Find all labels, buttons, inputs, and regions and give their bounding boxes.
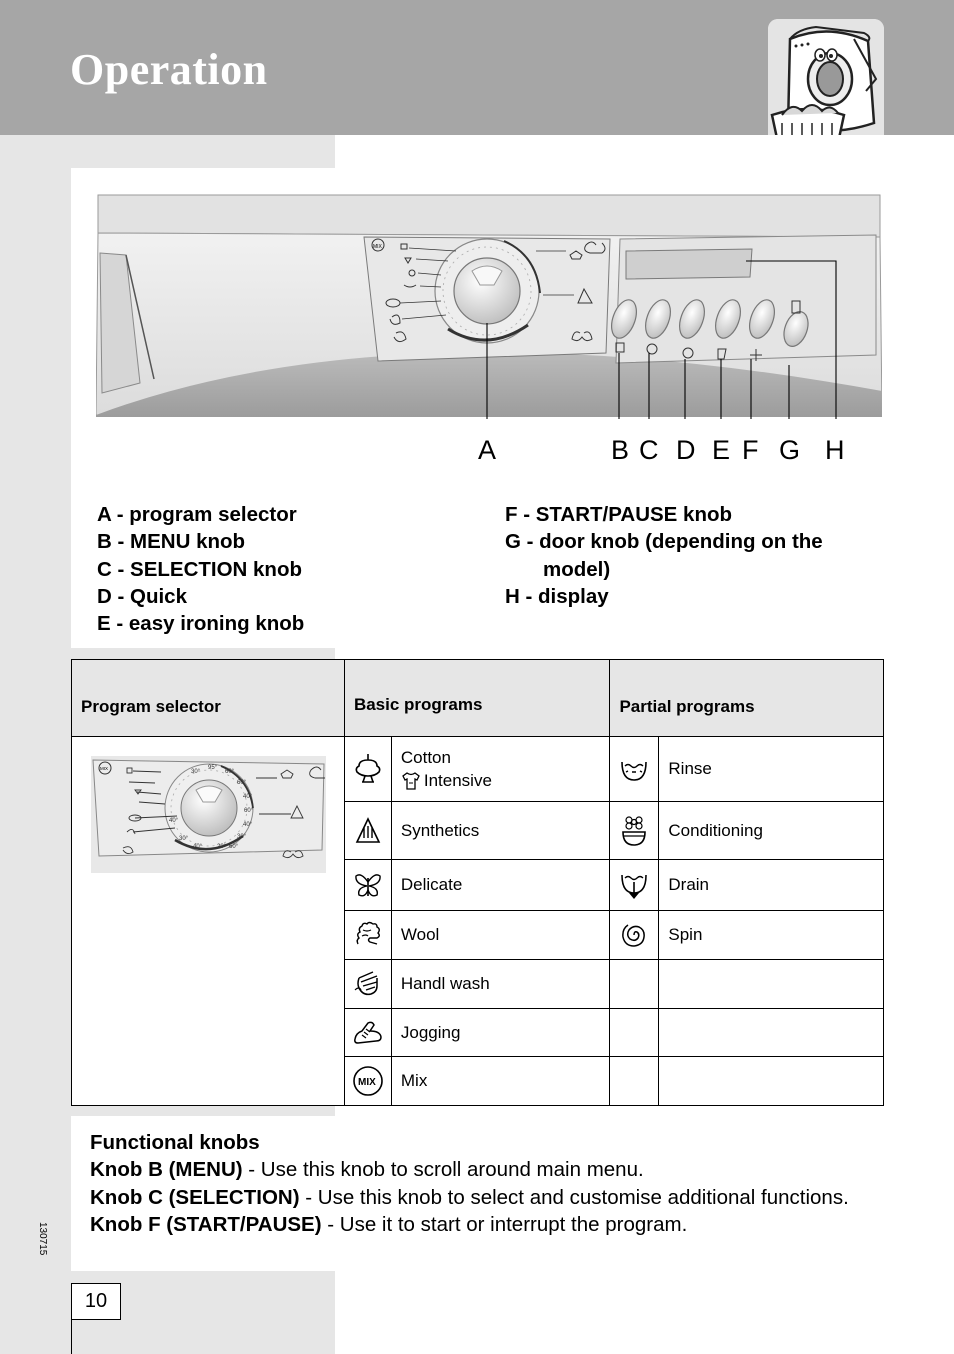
svg-text:MIX: MIX: [373, 244, 382, 250]
mix-icon: [344, 1057, 391, 1106]
dial-temp: 40°: [243, 794, 253, 800]
basic-program-label: Wool: [391, 911, 610, 960]
synthetics-icon: [344, 802, 391, 860]
callout-g: G: [779, 435, 801, 465]
legend-item: H - display: [505, 584, 609, 608]
basic-program-label: Cotton: [400, 747, 451, 767]
basic-program-label: Synthetics: [391, 802, 610, 860]
callout-c: C: [639, 435, 659, 465]
callout-a: A: [478, 435, 497, 465]
page-title: Operation: [70, 45, 268, 94]
dial-temp: 40°: [169, 818, 179, 824]
hand-wash-icon: [344, 960, 391, 1009]
legend-right: [505, 501, 823, 610]
legend-item: B - MENU knob: [97, 530, 246, 554]
white-fill: [335, 135, 954, 168]
partial-program-label: [659, 960, 884, 1009]
dial-temp: 60°: [229, 844, 239, 850]
document-code: 130715: [37, 1222, 48, 1256]
legend-item: D - Quick: [97, 584, 187, 608]
partial-program-label: Spin: [659, 911, 884, 960]
dial-temp: 95°: [208, 765, 218, 771]
intensive-sublabel: [401, 771, 610, 791]
dial-temp: 30°: [179, 836, 189, 842]
callout-h: H: [825, 435, 845, 465]
knob-c-description: Knob C (SELECTION) - Use this knob to select and customise additional functions.: [90, 1185, 849, 1209]
mix-icon-text: MIX: [357, 1077, 376, 1088]
legend-item: model): [543, 557, 611, 581]
empty-icon-cell: [610, 1009, 659, 1057]
dial-temp: 60°: [225, 769, 235, 775]
basic-program-label: Mix: [391, 1057, 610, 1106]
control-panel-illustration: [96, 193, 882, 419]
shirt-icon: [401, 771, 421, 791]
delicate-icon: [344, 860, 391, 911]
cotton-icon: [344, 737, 391, 802]
dial-temp: 30°: [237, 834, 247, 840]
dial-temp: 20°: [217, 844, 227, 850]
legend-item: G - door knob (depending on the: [505, 530, 823, 554]
basic-program-label: Handl wash: [391, 960, 610, 1009]
knob-b-description: Knob B (MENU) - Use this knob to scroll around main menu.: [90, 1158, 644, 1182]
partial-program-label: [659, 1057, 884, 1106]
partial-program-label: Drain: [659, 860, 884, 911]
functional-knobs-heading: Functional knobs: [90, 1131, 260, 1154]
callout-e: E: [712, 435, 731, 465]
header-basic-programs: Basic programs: [344, 660, 610, 737]
wool-icon: [344, 911, 391, 960]
empty-icon-cell: [610, 960, 659, 1009]
intensive-label: Intensive: [423, 770, 492, 790]
rinse-icon: [610, 737, 659, 802]
partial-program-label: Conditioning: [659, 802, 884, 860]
partial-program-label: Rinse: [659, 737, 884, 802]
conditioning-icon: [610, 802, 659, 860]
program-selector-dial-image: [91, 756, 326, 873]
basic-program-label: Jogging: [391, 1009, 610, 1057]
legend-item: F - START/PAUSE knob: [505, 503, 733, 526]
partial-program-label: [659, 1009, 884, 1057]
dial-temp: 30°: [191, 769, 201, 775]
legend-item: C - SELECTION knob: [97, 557, 302, 581]
washing-machine-mascot-icon: [768, 19, 884, 149]
dial-temp: 60°: [244, 808, 254, 814]
empty-icon-cell: [610, 1057, 659, 1106]
knob-f-description: Knob F (START/PAUSE) - Use it to start or interrupt the program.: [90, 1212, 688, 1236]
spin-icon: [610, 911, 659, 960]
legend-item: E - easy ironing knob: [97, 612, 305, 636]
legend-item: A - program selector: [97, 503, 297, 526]
legend-left: [97, 501, 304, 637]
header-partial-programs: Partial programs: [610, 660, 884, 737]
table-row: [72, 737, 884, 802]
dial-temp: 40°: [193, 844, 203, 850]
page-number-rule: [71, 1320, 72, 1354]
callout-b: B: [611, 435, 630, 465]
mix-badge-text: MIX: [100, 766, 109, 771]
table-header-row: [72, 660, 884, 737]
jogging-icon: [344, 1009, 391, 1057]
basic-program-cell: [391, 737, 610, 802]
program-table: [71, 659, 884, 1106]
dial-temp: 60°: [237, 780, 247, 786]
white-fill: [335, 648, 954, 659]
dial-temp: 40°: [243, 822, 253, 828]
page-number: 10: [71, 1283, 121, 1320]
drain-icon: [610, 860, 659, 911]
functional-knobs-section: [90, 1129, 850, 1238]
basic-program-label: Delicate: [391, 860, 610, 911]
header-program-selector: Program selector: [72, 660, 345, 737]
callout-d: D: [676, 435, 696, 465]
callout-f: F: [742, 435, 759, 465]
program-selector-image-cell: [72, 737, 345, 1106]
